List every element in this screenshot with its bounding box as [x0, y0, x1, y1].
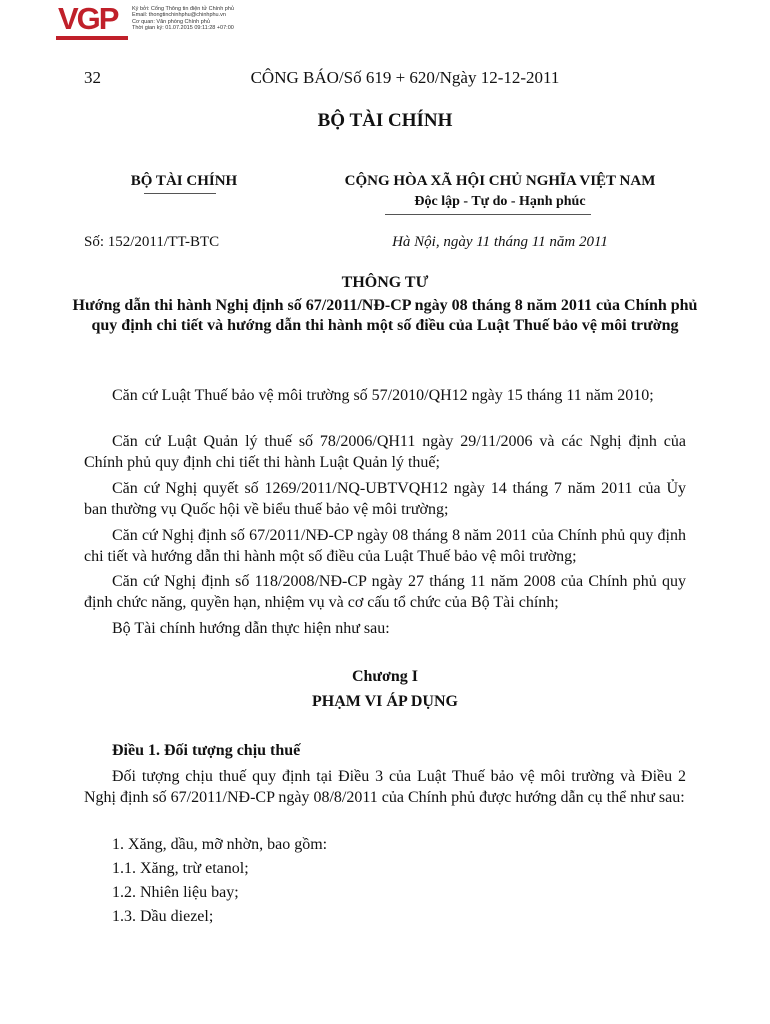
- preamble-paragraph: Bộ Tài chính hướng dẫn thực hiện như sau:: [112, 620, 390, 637]
- page-number: 32: [84, 68, 101, 87]
- article-title: Điều 1. Đối tượng chịu thuế: [112, 742, 301, 759]
- preamble-paragraph: Căn cứ Luật Quản lý thuế số 78/2006/QH11 ngày 29/11/2006 và các Nghị định của Chính phủ quy định chi tiết thi hành Luật Quản lý thuế;: [84, 433, 686, 471]
- motto-underline: [385, 214, 591, 215]
- document-date: Hà Nội, ngày 11 tháng 11 năm 2011: [392, 234, 608, 250]
- vgp-logo: [56, 1, 128, 40]
- signature-details: [132, 6, 234, 32]
- preamble-paragraph: Căn cứ Nghị quyết số 1269/2011/NQ-UBTVQH12 ngày 14 tháng 7 năm 2011 của Ủy ban thường vụ Quốc hội về biểu thuế bảo vệ môi trường;: [84, 480, 686, 518]
- chapter-label: Chương I: [351, 668, 419, 685]
- preamble-paragraph: Căn cứ Nghị định số 118/2008/NĐ-CP ngày 27 tháng 11 năm 2008 của Chính phủ quy định chức năng, quyền hạn, nhiệm vụ và cơ cấu tổ chức của Bộ Tài chính;: [84, 573, 686, 611]
- preamble-paragraph: Căn cứ Luật Thuế bảo vệ môi trường số 57/2010/QH12 ngày 15 tháng 11 năm 2010;: [112, 387, 654, 404]
- article-item: 1.2. Nhiên liệu bay;: [112, 884, 239, 901]
- vgp-logo-text: VGP: [58, 1, 118, 36]
- article-item: 1. Xăng, dầu, mỡ nhờn, bao gồm:: [112, 836, 328, 853]
- chapter-title: PHẠM VI ÁP DỤNG: [312, 693, 458, 710]
- article-item: 1.1. Xăng, trừ etanol;: [112, 860, 249, 877]
- preamble-paragraph: Căn cứ Nghị định số 67/2011/NĐ-CP ngày 08 tháng 8 năm 2011 của Chính phủ quy định chi tiết và hướng dẫn thi hành một số điều của Luật Thuế bảo vệ môi trường;: [84, 527, 686, 565]
- document-subject: Hướng dẫn thi hành Nghị định số 67/2011/NĐ-CP ngày 08 tháng 8 năm 2011 của Chính phủ quy định chi tiết và hướng dẫn thi hành một số điều của Luật Thuế bảo vệ môi trường: [72, 297, 698, 334]
- document-type: THÔNG TƯ: [341, 274, 429, 291]
- motto: Độc lập - Tự do - Hạnh phúc: [414, 194, 586, 209]
- signature-line: Ký bởi: Cổng Thông tin điện tử Chính phủ: [132, 6, 234, 12]
- digital-signature-stamp: [56, 1, 296, 42]
- issuer-underline: [144, 193, 216, 194]
- article-item: 1.3. Dầu diezel;: [112, 908, 214, 925]
- signature-line: Thời gian ký: 01.07.2015 09:11:28 +07:00: [132, 25, 234, 32]
- article-intro: Đối tượng chịu thuế quy định tại Điều 3 của Luật Thuế bảo vệ môi trường và Điều 2 Nghị định số 67/2011/NĐ-CP ngày 08/8/2011 của Chính phủ được hướng dẫn cụ thể như sau:: [84, 768, 686, 806]
- gazette-header: CÔNG BÁO/Số 619 + 620/Ngày 12-12-2011: [250, 68, 560, 87]
- vgp-logo-bar: [56, 36, 128, 40]
- ministry-heading: BỘ TÀI CHÍNH: [317, 110, 453, 131]
- signature-line: Email: thongtinchinhphu@chinhphu.vn: [132, 12, 226, 19]
- nation-name: CỘNG HÒA XÃ HỘI CHỦ NGHĨA VIỆT NAM: [344, 173, 656, 189]
- signature-line: Cơ quan: Văn phòng Chính phủ: [132, 18, 210, 25]
- issuer-name: BỘ TÀI CHÍNH: [130, 173, 238, 189]
- document-number: Số: 152/2011/TT-BTC: [84, 234, 220, 250]
